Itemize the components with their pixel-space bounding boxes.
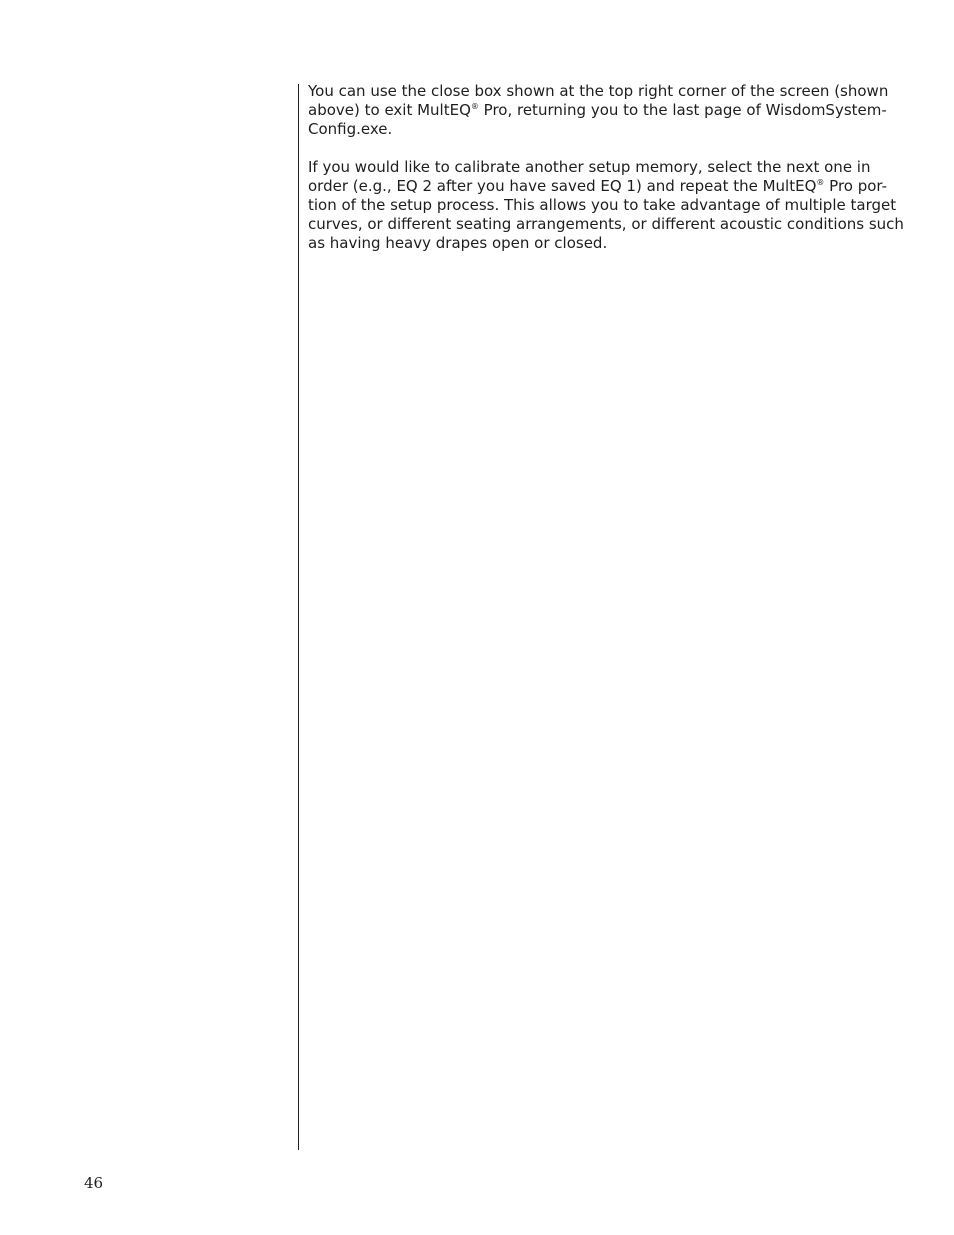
text-fragment: above) to exit MultEQ — [308, 101, 471, 119]
registered-mark: ® — [816, 178, 825, 187]
text-line — [308, 101, 887, 120]
page-number: 46 — [84, 1174, 104, 1192]
text-line: Config.exe. — [308, 120, 393, 138]
margin-rule — [298, 84, 299, 1150]
text-line: as having heavy drapes open or closed. — [308, 234, 608, 252]
registered-mark: ® — [470, 102, 479, 111]
text-line — [308, 177, 888, 196]
text-line: If you would like to calibrate another setup memory, select the next one in — [308, 158, 871, 176]
text-fragment: order (e.g., EQ 2 after you have saved EQ 1) and repeat the MultEQ — [308, 177, 817, 195]
text-line: You can use the close box shown at the top right corner of the screen (shown — [308, 82, 889, 100]
paragraph-close-box — [308, 82, 889, 139]
text-line: curves, or different seating arrangements, or different acoustic conditions such — [308, 215, 904, 233]
paragraph-calibrate-memory — [308, 158, 904, 253]
body-text — [308, 82, 904, 272]
text-line: tion of the setup process. This allows you to take advantage of multiple target — [308, 196, 897, 214]
text-fragment: Pro, returning you to the last page of WisdomSystem- — [478, 101, 887, 119]
text-fragment: Pro por- — [824, 177, 888, 195]
